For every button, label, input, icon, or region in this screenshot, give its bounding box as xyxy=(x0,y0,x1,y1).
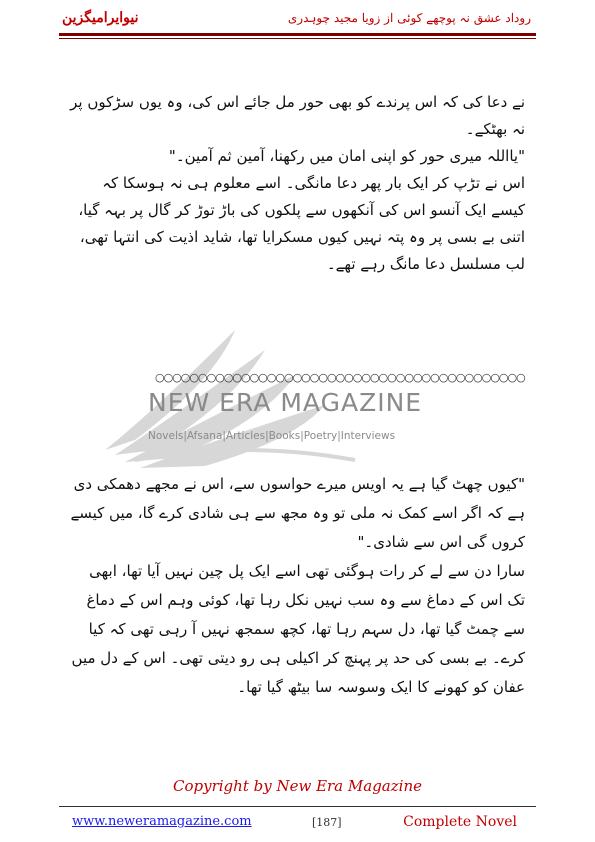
watermark-tagline: Novels|Afsana|Articles|Books|Poetry|Interviews xyxy=(148,430,396,442)
footer-label: Complete Novel xyxy=(403,814,517,830)
header-rule-thick xyxy=(59,33,536,36)
paragraph: سارا دن سے لے کر رات ہوگئی تھی اسے ایک پل چین نہیں آیا تھا، ابھی تک اس کے دماغ سے وہ سب نہیں نکل رہا تھا، کوئی وہم اس کے دماغ سے چمٹ گیا تھا، دل سہم رہا تھا، کچھ سمجھ نہیں آ رہی تھی کہ کیا کرے۔ بے بسی کی حد پر پہنچ کر اکیلی ہی رو دیتی تھی۔ اس کے دل میں عفان کو کھونے کا ایک وسوسہ سا بیٹھ گیا تھا۔ xyxy=(71,562,525,696)
body-section-top xyxy=(70,89,525,278)
paragraph: "یااللہ میری حور کو اپنی امان میں رکھنا، آمین ثم آمین۔" xyxy=(168,147,525,165)
header-rule-thin xyxy=(59,38,536,39)
body-section-bottom xyxy=(70,470,525,702)
paragraph: اس نے تڑپ کر ایک بار پھر دعا مانگی۔ اسے معلوم ہی نہ ہوسکا کہ کیسے ایک آنسو اس کی آنکھوں سے پلکوں کی باڑ توڑ کر گال پر بہہ گیا، اتنی بے بسی پر وہ پتہ نہیں کیوں مسکرایا تھا، شاید اذیت کی انتہا تھی، لب مسلسل دعا مانگ رہے تھے۔ xyxy=(78,174,525,273)
footer-rule xyxy=(59,806,536,807)
section-divider: ○○○○○○○○○○○○○○○○○○○○○○○○○○○○○○○○○○○○○○○○○○○ xyxy=(155,371,525,384)
running-title: روداد عشق نہ پوچھے کوئی از زویا مجید چوہدری xyxy=(287,11,531,25)
page-number: [187] xyxy=(312,816,342,829)
magazine-name: نیوایرامیگزین xyxy=(62,10,139,26)
website-link[interactable]: www.neweramagazine.com xyxy=(72,814,252,829)
page-header xyxy=(0,0,595,36)
watermark-title: NEW ERA MAGAZINE xyxy=(148,388,423,417)
copyright-notice: Copyright by New Era Magazine xyxy=(173,777,422,795)
paragraph: "کیوں چھٹ گیا ہے یہ اویس میرے حواسوں سے، اس نے مجھے دھمکی دی ہے کہ اگر اسے کمک نہ ملی تو وہ مجھ سے ہی شادی کرے گا، میں کیسے کروں گی اس سے شادی۔" xyxy=(70,475,525,551)
paragraph: نے دعا کی کہ اس پرندے کو بھی حور مل جائے اس کی، وہ یوں سڑکوں پر نہ بھٹکے۔ xyxy=(70,93,525,138)
